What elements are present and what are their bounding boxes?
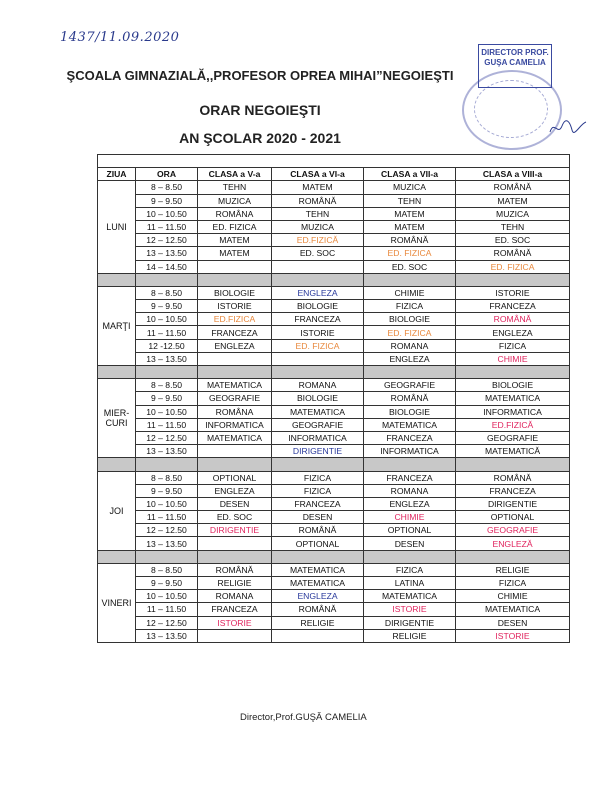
subject-cell (272, 260, 364, 273)
day-separator (136, 273, 198, 286)
subject-cell: MUZICA (198, 194, 272, 207)
table-row (98, 234, 570, 247)
subject-cell: INFORMATICA (364, 445, 456, 458)
column-header: CLASA a VII-a (364, 168, 456, 181)
subject-cell: MATEMATICA (198, 431, 272, 444)
table-row (98, 431, 570, 444)
subject-cell: ISTORIE (198, 300, 272, 313)
subject-cell: MATEMATICA (198, 379, 272, 392)
table-row (98, 392, 570, 405)
subject-cell: OPTIONAL (364, 524, 456, 537)
subject-cell: ROMÂNA (198, 207, 272, 220)
time-cell: 9 – 9.50 (136, 484, 198, 497)
subject-cell: ROMÂNĂ (456, 247, 570, 260)
time-cell: 11 – 11.50 (136, 511, 198, 524)
table-top-border (98, 155, 570, 168)
day-label: MARŢI (98, 286, 136, 365)
subject-cell: DIRIGENTIE (364, 616, 456, 629)
day-separator (456, 550, 570, 563)
table-row (98, 577, 570, 590)
subject-cell: ROMÂNĂ (456, 471, 570, 484)
subject-cell: GEOGRAFIE (456, 431, 570, 444)
day-separator (198, 550, 272, 563)
time-cell: 11 – 11.50 (136, 418, 198, 431)
subject-cell: ENGLEZA (456, 326, 570, 339)
subject-cell: MATEMATICA (272, 577, 364, 590)
table-row (98, 326, 570, 339)
table-row (98, 405, 570, 418)
subject-cell: FRANCEZA (272, 313, 364, 326)
day-label: JOI (98, 471, 136, 550)
subject-cell: ENGLEZA (364, 497, 456, 510)
time-cell: 10 – 10.50 (136, 590, 198, 603)
subject-cell: DESEN (198, 497, 272, 510)
subject-cell: BIOLOGIE (272, 392, 364, 405)
subject-cell: MATEM (364, 207, 456, 220)
subject-cell: MATEMATICA (272, 405, 364, 418)
subject-cell: ISTORIE (198, 616, 272, 629)
subject-cell: BIOLOGIE (456, 379, 570, 392)
subject-cell: ED. FIZICA (272, 339, 364, 352)
day-label: LUNI (98, 181, 136, 273)
time-cell: 13 – 13.50 (136, 629, 198, 642)
day-separator (98, 366, 136, 379)
subject-cell: MATEM (198, 247, 272, 260)
school-year: AN ŞCOLAR 2020 - 2021 (179, 130, 341, 146)
subject-cell: FRANCEZA (364, 431, 456, 444)
subject-cell: ROMÂNĂ (198, 563, 272, 576)
subject-cell: MATEM (198, 234, 272, 247)
subject-cell: INFORMATICA (272, 431, 364, 444)
subject-cell: FRANCEZA (456, 300, 570, 313)
time-cell: 13 – 13.50 (136, 247, 198, 260)
page-title: ORAR NEGOIEŞTI (199, 102, 321, 118)
time-cell: 10 – 10.50 (136, 207, 198, 220)
subject-cell: ISTORIE (456, 629, 570, 642)
day-separator (456, 366, 570, 379)
day-separator (364, 273, 456, 286)
subject-cell: MATEMATICA (272, 563, 364, 576)
time-cell: 8 – 8.50 (136, 563, 198, 576)
subject-cell: CHIMIE (364, 286, 456, 299)
table-row (98, 339, 570, 352)
subject-cell: ED. FIZICA (198, 220, 272, 233)
table-row (98, 629, 570, 642)
official-seal-inner (474, 80, 548, 138)
subject-cell: CHIMIE (456, 352, 570, 365)
subject-cell: ROMANA (198, 590, 272, 603)
subject-cell: FIZICA (364, 300, 456, 313)
subject-cell: CHIMIE (364, 511, 456, 524)
subject-cell: ROMÂNĂ (456, 181, 570, 194)
subject-cell: ISTORIE (272, 326, 364, 339)
subject-cell: BIOLOGIE (272, 300, 364, 313)
subject-cell: TEHN (272, 207, 364, 220)
subject-cell: ENGLEZA (198, 484, 272, 497)
day-separator (272, 366, 364, 379)
subject-cell: FRANCEZA (198, 326, 272, 339)
subject-cell: FRANCEZA (198, 603, 272, 616)
column-header: ORA (136, 168, 198, 181)
column-header: ZIUA (98, 168, 136, 181)
stamp-line-2: GUŞA CAMELIA (484, 58, 546, 67)
time-cell: 10 – 10.50 (136, 313, 198, 326)
subject-cell: RELIGIE (272, 616, 364, 629)
subject-cell: ED.FIZICĂ (272, 234, 364, 247)
time-cell: 9 – 9.50 (136, 300, 198, 313)
timetable (97, 154, 570, 643)
subject-cell: DIRIGENTIE (456, 497, 570, 510)
subject-cell: DESEN (364, 537, 456, 550)
table-row (98, 616, 570, 629)
column-header: CLASA a V-a (198, 168, 272, 181)
subject-cell: ENGLEZA (364, 352, 456, 365)
subject-cell: INFORMATICA (456, 405, 570, 418)
time-cell: 8 – 8.50 (136, 286, 198, 299)
time-cell: 12 -12.50 (136, 339, 198, 352)
table-row (98, 286, 570, 299)
director-stamp (478, 44, 552, 88)
subject-cell: DIRIGENTIE (198, 524, 272, 537)
time-cell: 9 – 9.50 (136, 577, 198, 590)
table-row (98, 524, 570, 537)
subject-cell (272, 352, 364, 365)
subject-cell: FIZICA (456, 339, 570, 352)
registration-number: 1437/11.09.2020 (60, 30, 180, 45)
time-cell: 10 – 10.50 (136, 405, 198, 418)
signature (548, 118, 588, 138)
table-row (98, 603, 570, 616)
table-row (98, 590, 570, 603)
subject-cell: ROMÂNĂ (364, 392, 456, 405)
subject-cell: GEOGRAFIE (456, 524, 570, 537)
time-cell: 8 – 8.50 (136, 379, 198, 392)
subject-cell: ISTORIE (364, 603, 456, 616)
subject-cell: FRANCEZA (272, 497, 364, 510)
subject-cell: ED. FIZICA (364, 326, 456, 339)
table-row (98, 194, 570, 207)
day-separator (136, 366, 198, 379)
subject-cell: DIRIGENTIE (272, 445, 364, 458)
subject-cell: ROMÂNĂ (456, 313, 570, 326)
subject-cell: MUZICA (272, 220, 364, 233)
subject-cell: INFORMATICA (198, 418, 272, 431)
subject-cell: GEOGRAFIE (198, 392, 272, 405)
time-cell: 12 – 12.50 (136, 431, 198, 444)
subject-cell: ROMÂNĂ (272, 194, 364, 207)
subject-cell: ROMANA (364, 484, 456, 497)
subject-cell: ENGLEZA (272, 590, 364, 603)
subject-cell (198, 352, 272, 365)
day-label: VINERI (98, 563, 136, 642)
subject-cell: ENGLEZA (272, 286, 364, 299)
subject-cell: ROMÂNA (198, 405, 272, 418)
subject-cell: MATEMATICA (456, 603, 570, 616)
subject-cell: MATEMATICA (456, 392, 570, 405)
table-row (98, 511, 570, 524)
table-row (98, 537, 570, 550)
stamp-line-1: DIRECTOR PROF. (481, 48, 549, 57)
time-cell: 13 – 13.50 (136, 352, 198, 365)
subject-cell: FIZICA (272, 471, 364, 484)
day-separator (136, 550, 198, 563)
subject-cell: ROMÂNĂ (272, 603, 364, 616)
subject-cell: FRANCEZA (456, 484, 570, 497)
time-cell: 12 – 12.50 (136, 234, 198, 247)
table-row (98, 260, 570, 273)
subject-cell: RELIGIE (364, 629, 456, 642)
subject-cell: MATEM (364, 220, 456, 233)
subject-cell: MUZICA (456, 207, 570, 220)
subject-cell: DESEN (456, 616, 570, 629)
subject-cell: ED. SOC (198, 511, 272, 524)
time-cell: 12 – 12.50 (136, 616, 198, 629)
day-separator (456, 458, 570, 471)
table-row (98, 563, 570, 576)
table-row (98, 313, 570, 326)
subject-cell: LATINA (364, 577, 456, 590)
day-separator (456, 273, 570, 286)
day-separator (98, 273, 136, 286)
subject-cell: ED. FIZICA (456, 260, 570, 273)
table-row (98, 497, 570, 510)
subject-cell: ENGLEZA (198, 339, 272, 352)
table-row (98, 445, 570, 458)
subject-cell: MATEMATICA (364, 590, 456, 603)
subject-cell (272, 629, 364, 642)
subject-cell: RELIGIE (456, 563, 570, 576)
time-cell: 13 – 13.50 (136, 445, 198, 458)
table-row (98, 484, 570, 497)
subject-cell: CHIMIE (456, 590, 570, 603)
table-row (98, 352, 570, 365)
day-separator (98, 550, 136, 563)
time-cell: 13 – 13.50 (136, 537, 198, 550)
subject-cell: OPTIONAL (272, 537, 364, 550)
director-signature-line: Director,Prof.GUŞĂ CAMELIA (240, 712, 367, 723)
subject-cell: FRANCEZA (364, 471, 456, 484)
day-label: MIER- CURI (98, 379, 136, 458)
time-cell: 14 – 14.50 (136, 260, 198, 273)
subject-cell: ED. FIZICA (364, 247, 456, 260)
day-separator (272, 458, 364, 471)
subject-cell: ED. SOC (272, 247, 364, 260)
day-separator (198, 458, 272, 471)
subject-cell: TEHN (364, 194, 456, 207)
subject-cell: GEOGRAFIE (364, 379, 456, 392)
time-cell: 12 – 12.50 (136, 524, 198, 537)
school-name: ŞCOALA GIMNAZIALĂ,,PROFESOR OPREA MIHAI”NEGOIEŞTI (66, 68, 454, 83)
subject-cell: OPTIONAL (198, 471, 272, 484)
subject-cell: GEOGRAFIE (272, 418, 364, 431)
day-separator (198, 273, 272, 286)
table-row (98, 471, 570, 484)
table-row (98, 207, 570, 220)
subject-cell: TEHN (456, 220, 570, 233)
subject-cell: ROMÂNĂ (364, 234, 456, 247)
subject-cell: BIOLOGIE (364, 405, 456, 418)
subject-cell: ISTORIE (456, 286, 570, 299)
subject-cell: ROMÂNĂ (272, 524, 364, 537)
day-separator (136, 458, 198, 471)
subject-cell: ED. SOC (456, 234, 570, 247)
column-header: CLASA a VIII-a (456, 168, 570, 181)
subject-cell: FIZICA (272, 484, 364, 497)
time-cell: 8 – 8.50 (136, 181, 198, 194)
subject-cell: RELIGIE (198, 577, 272, 590)
subject-cell: ROMANA (272, 379, 364, 392)
column-header: CLASA a VI-a (272, 168, 364, 181)
subject-cell: MATEM (272, 181, 364, 194)
subject-cell: FIZICA (456, 577, 570, 590)
day-separator (272, 550, 364, 563)
time-cell: 8 – 8.50 (136, 471, 198, 484)
subject-cell: ED. SOC (364, 260, 456, 273)
subject-cell: ED.FIZICA (198, 313, 272, 326)
table-row (98, 247, 570, 260)
subject-cell: OPTIONAL (456, 511, 570, 524)
subject-cell: MATEM (456, 194, 570, 207)
subject-cell: MATEMATICĂ (456, 445, 570, 458)
subject-cell: BIOLOGIE (364, 313, 456, 326)
table-row (98, 300, 570, 313)
day-separator (364, 550, 456, 563)
subject-cell: FIZICA (364, 563, 456, 576)
table-row (98, 379, 570, 392)
table-row (98, 418, 570, 431)
subject-cell (198, 260, 272, 273)
subject-cell (198, 537, 272, 550)
subject-cell: MATEMATICA (364, 418, 456, 431)
day-separator (98, 458, 136, 471)
subject-cell: TEHN (198, 181, 272, 194)
day-separator (364, 458, 456, 471)
time-cell: 9 – 9.50 (136, 194, 198, 207)
table-row (98, 220, 570, 233)
subject-cell: DESEN (272, 511, 364, 524)
time-cell: 11 – 11.50 (136, 603, 198, 616)
subject-cell (198, 445, 272, 458)
table-row (98, 181, 570, 194)
subject-cell (198, 629, 272, 642)
subject-cell: MUZICA (364, 181, 456, 194)
day-separator (272, 273, 364, 286)
time-cell: 11 – 11.50 (136, 326, 198, 339)
day-separator (364, 366, 456, 379)
subject-cell: BIOLOGIE (198, 286, 272, 299)
subject-cell: ROMANA (364, 339, 456, 352)
timetable-body (98, 155, 570, 643)
day-separator (198, 366, 272, 379)
time-cell: 11 – 11.50 (136, 220, 198, 233)
time-cell: 9 – 9.50 (136, 392, 198, 405)
time-cell: 10 – 10.50 (136, 497, 198, 510)
subject-cell: ED.FIZICĂ (456, 418, 570, 431)
subject-cell: ENGLEZĂ (456, 537, 570, 550)
